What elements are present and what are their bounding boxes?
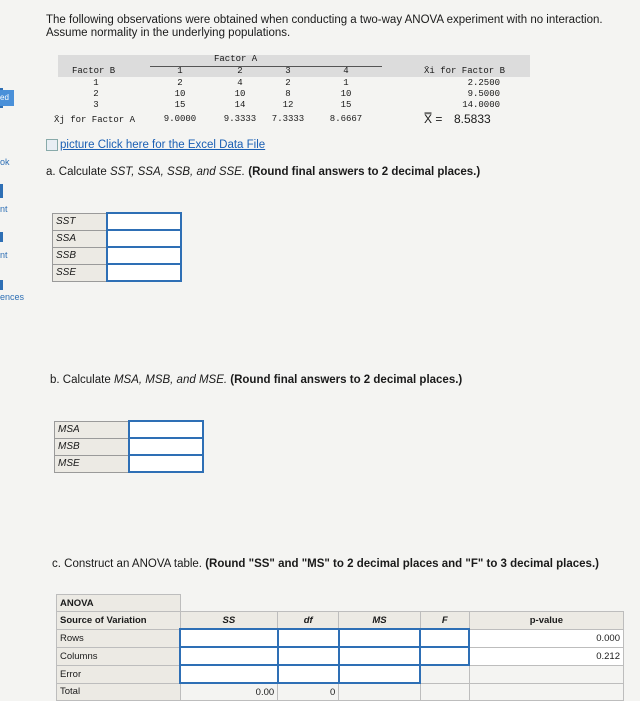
data-cell: 10: [234, 89, 246, 99]
sidebar-item-2[interactable]: nt: [0, 204, 8, 214]
table-row: [57, 683, 624, 701]
data-cell: 10: [340, 89, 352, 99]
anova-title: ANOVA: [57, 595, 181, 612]
sidebar-item-3[interactable]: nt: [0, 250, 8, 260]
columns-f-input[interactable]: [420, 647, 469, 665]
part-a-question: [46, 166, 480, 178]
columns-pvalue: 0.212: [469, 647, 623, 665]
data-cell: 15: [174, 100, 186, 110]
col-header: 2: [237, 66, 243, 76]
anova-header-ms: MS: [339, 612, 420, 630]
anova-row-label: Rows: [57, 629, 181, 647]
total-pvalue: [469, 683, 623, 701]
part-a-table: [52, 212, 182, 282]
xbar-a-value: 7.3333: [271, 114, 305, 124]
data-cell: 8: [285, 89, 291, 99]
rows-ms-input[interactable]: [339, 629, 420, 647]
part-a-label: a. Calculate: [46, 166, 107, 178]
part-c-question: [52, 558, 599, 570]
msb-input[interactable]: [129, 438, 203, 455]
ssb-label: SSB: [53, 247, 108, 264]
sidebar-item-0[interactable]: ed: [0, 90, 14, 106]
xbar-a-value: 8.6667: [329, 114, 363, 124]
part-b-vars: MSA, MSB, and MSE.: [113, 374, 228, 386]
data-cell: 15: [340, 100, 352, 110]
sse-label: SSE: [53, 264, 108, 281]
anova-title-spacer: [180, 595, 624, 612]
anova-header-f: F: [420, 612, 469, 630]
anova-table: [56, 594, 624, 701]
mse-label: MSE: [55, 455, 130, 472]
msa-input[interactable]: [129, 421, 203, 438]
xbar-a-label: X̄j for Factor A: [54, 115, 136, 125]
data-cell: 14: [234, 100, 246, 110]
part-b-table: [54, 420, 204, 473]
excel-data-link[interactable]: [46, 139, 265, 151]
col-header: 3: [285, 66, 291, 76]
mse-input[interactable]: [129, 455, 203, 472]
total-ss: 0.00: [180, 683, 278, 701]
rows-f-input[interactable]: [420, 629, 469, 647]
data-cell: 1: [343, 78, 349, 88]
anova-header-ss: SS: [180, 612, 278, 630]
rows-df-input[interactable]: [278, 629, 339, 647]
sidebar-icon: [0, 280, 3, 290]
data-cell: 2: [177, 78, 183, 88]
total-ms-cell: [339, 683, 420, 701]
columns-ss-input[interactable]: [180, 647, 278, 665]
col-header: 4: [343, 66, 349, 76]
grand-mean-value: 8.5833: [454, 112, 491, 126]
factor-b-label: Factor B: [72, 66, 116, 76]
rows-pvalue: 0.000: [469, 629, 623, 647]
part-b-question: [50, 374, 462, 386]
ssa-input[interactable]: [107, 230, 181, 247]
anova-header-source: Source of Variation: [57, 612, 181, 630]
anova-row-label: Total: [57, 683, 181, 701]
sst-label: SST: [53, 213, 108, 230]
xbar-b-value: 14.0000: [462, 100, 500, 110]
data-cell: 4: [237, 78, 243, 88]
msb-label: MSB: [55, 438, 130, 455]
row-b-label: 2: [93, 89, 99, 99]
table-row: [57, 647, 624, 665]
part-b-instructions: (Round final answers to 2 decimal places.): [230, 374, 463, 386]
problem-intro: The following observations were obtained when conducting a two-way ANOVA experiment with no interaction. Assume normality in the underlying populations.: [46, 14, 603, 39]
picture-icon: [46, 139, 58, 151]
anova-row-label: Columns: [57, 647, 181, 665]
columns-df-input[interactable]: [278, 647, 339, 665]
data-cell: 12: [282, 100, 294, 110]
part-c-label: c. Construct an ANOVA table.: [52, 558, 202, 570]
col-header: 1: [177, 66, 183, 76]
data-cell: 2: [285, 78, 291, 88]
table-row: [57, 665, 624, 683]
sse-input[interactable]: [107, 264, 181, 281]
sidebar-item-1[interactable]: ok: [0, 157, 10, 167]
part-b-label: b. Calculate: [50, 374, 111, 386]
error-ss-input[interactable]: [180, 665, 278, 683]
anova-header-pvalue: p-value: [469, 612, 623, 630]
sst-input[interactable]: [107, 213, 181, 230]
ssa-label: SSA: [53, 230, 108, 247]
xbar-a-value: 9.3333: [223, 114, 257, 124]
xbar-b-value: 9.5000: [467, 89, 500, 99]
part-a-vars: SST, SSA, SSB, and SSE.: [109, 166, 246, 178]
xbar-b-value: 2.2500: [467, 78, 500, 88]
xbar-b-label: X̄i for Factor B: [424, 66, 506, 76]
error-pvalue: [469, 665, 623, 683]
part-c-instructions: (Round "SS" and "MS" to 2 decimal places and "F" to 3 decimal places.): [205, 558, 599, 570]
error-df-input[interactable]: [278, 665, 339, 683]
anova-header-df: df: [278, 612, 339, 630]
ssb-input[interactable]: [107, 247, 181, 264]
anova-row-label: Error: [57, 665, 181, 683]
row-b-label: 3: [93, 100, 99, 110]
total-f-cell: [420, 683, 469, 701]
error-ms-input[interactable]: [339, 665, 420, 683]
grand-mean-label: X̿ =: [424, 112, 443, 126]
rows-ss-input[interactable]: [180, 629, 278, 647]
msa-label: MSA: [55, 421, 130, 438]
factor-a-label: Factor A: [214, 54, 258, 64]
table-row: [57, 629, 624, 647]
sidebar-icon: [0, 184, 3, 198]
data-cell: 10: [174, 89, 186, 99]
sidebar-icon: [0, 232, 3, 242]
part-a-instructions: (Round final answers to 2 decimal places.): [248, 166, 481, 178]
excel-link-text: picture Click here for the Excel Data File: [60, 139, 266, 152]
columns-ms-input[interactable]: [339, 647, 420, 665]
total-df: 0: [278, 683, 339, 701]
error-f-cell: [420, 665, 469, 683]
row-b-label: 1: [93, 78, 99, 88]
sidebar-item-4[interactable]: ences: [0, 292, 25, 302]
xbar-a-value: 9.0000: [163, 114, 197, 124]
